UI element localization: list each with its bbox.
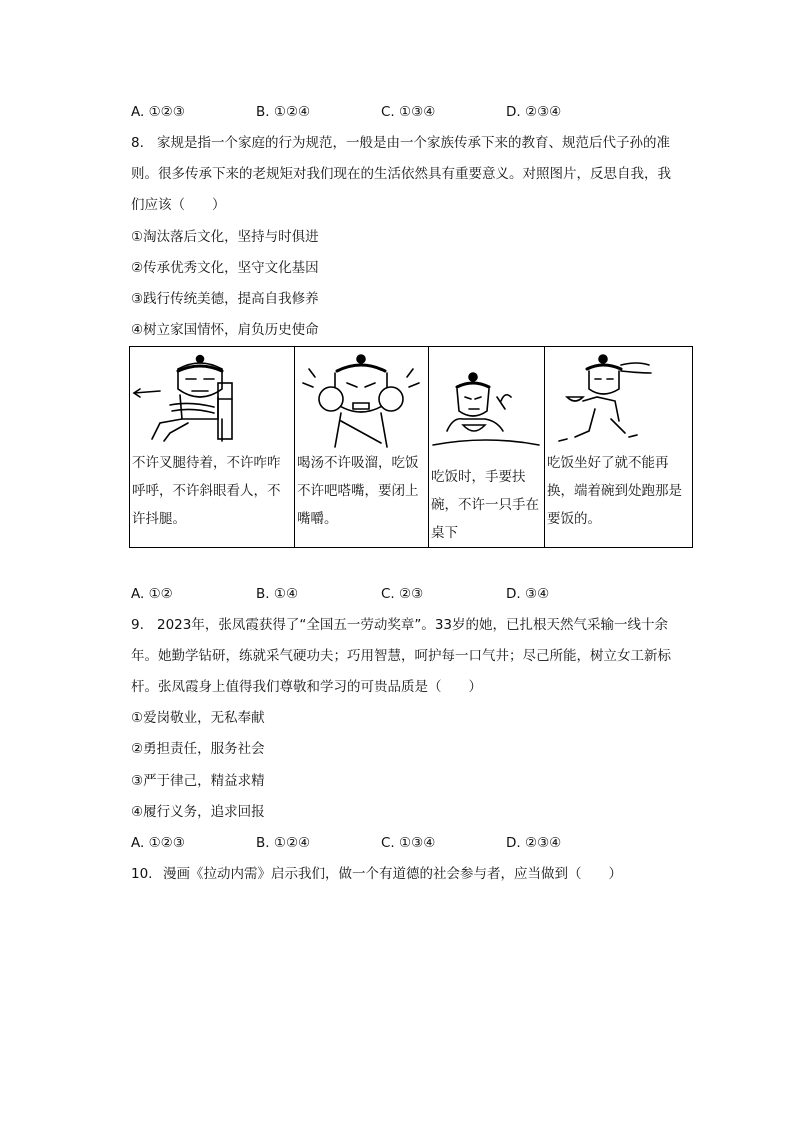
- comic-caption-3: 吃饭时，手要扶碗，不许一只手在桌下: [431, 469, 539, 541]
- q8-item-1: ①淘汰落后文化，坚持与时俱进: [131, 229, 319, 245]
- q8-item-4: ④树立家国情怀，肩负历史使命: [131, 322, 319, 338]
- q8-option-d[interactable]: D. ③④: [506, 586, 550, 602]
- q9-option-b[interactable]: B. ①②④: [256, 835, 311, 851]
- puffed-cheeks-figure-icon: [295, 347, 427, 449]
- q8-stem-line-1: 8. 家规是指一个家庭的行为规范，一般是由一个家族传承下来的教育、规范后代子孙的准: [131, 135, 670, 151]
- comic-caption-1: 不许叉腿待着，不许咋咋呼呼，不许斜眼看人，不许抖腿。: [132, 455, 281, 527]
- q8-stem-line-3: 们应该（ ）: [131, 197, 226, 213]
- q10-number: 10.: [131, 866, 153, 882]
- q9-stem-line-2: 年。她勤学钻研，练就采气硬功夫；巧用智慧，呵护每一口气井；尽己所能，树立女工新标: [131, 648, 671, 664]
- sitting-crossed-legs-figure-icon: [130, 347, 293, 449]
- q9-option-d[interactable]: D. ②③④: [506, 835, 562, 851]
- q9-option-c[interactable]: C. ①③④: [381, 835, 436, 851]
- q9-stem-line-1: 9. 2023年，张凤霞获得了“全国五一劳动奖章”。33岁的她，已扎根天然气采输一线十余: [131, 617, 669, 633]
- q8-number: 8.: [131, 135, 144, 151]
- q7-option-a[interactable]: A. ①②③: [131, 104, 185, 120]
- q8-item-2: ②传承优秀文化，坚守文化基因: [131, 260, 319, 276]
- comic-cell-4: [545, 347, 693, 548]
- q9-stem-line-3: 杆。张凤霞身上值得我们尊敬和学习的可贵品质是（ ）: [131, 679, 482, 695]
- q8-option-c[interactable]: C. ②③: [381, 586, 424, 602]
- q7-option-b[interactable]: B. ①②④: [256, 104, 311, 120]
- q8-option-b[interactable]: B. ①④: [256, 586, 299, 602]
- q7-options: [131, 102, 691, 122]
- q9-number: 9.: [131, 617, 144, 633]
- q9-option-a[interactable]: A. ①②③: [131, 835, 185, 851]
- q8-stem-line-2: 则。很多传承下来的老规矩对我们现在的生活依然具有重要意义。对照图片，反思自我，我: [131, 166, 671, 182]
- q9-item-3: ③严于律己，精益求精: [131, 773, 265, 789]
- comic-caption-4: 吃饭坐好了就不能再换，端着碗到处跑那是要饭的。: [547, 455, 682, 527]
- comic-cell-3: [429, 347, 545, 548]
- q7-option-c[interactable]: C. ①③④: [381, 104, 436, 120]
- comic-caption-2: 喝汤不许吸溜，吃饭不许吧嗒嘴，要闭上嘴嚼。: [297, 455, 419, 527]
- comic-table: [129, 346, 693, 548]
- q9-item-1: ①爱岗敬业，无私奉献: [131, 710, 265, 726]
- comic-cell-1: [130, 347, 295, 548]
- q9-item-2: ②勇担责任，服务社会: [131, 741, 265, 757]
- q9-item-4: ④履行义务，追求回报: [131, 804, 265, 820]
- holding-bowl-figure-icon: [429, 347, 543, 449]
- q7-option-d[interactable]: D. ②③④: [506, 104, 562, 120]
- running-with-bowl-figure-icon: [545, 347, 691, 449]
- q10-stem: 10. 漫画《拉动内需》启示我们，做一个有道德的社会参与者，应当做到（ ）: [131, 866, 622, 882]
- q8-option-a[interactable]: A. ①②: [131, 586, 173, 602]
- q8-options: [131, 584, 691, 604]
- q8-item-3: ③践行传统美德，提高自我修养: [131, 291, 319, 307]
- q9-options: [131, 833, 691, 853]
- comic-cell-2: [295, 347, 429, 548]
